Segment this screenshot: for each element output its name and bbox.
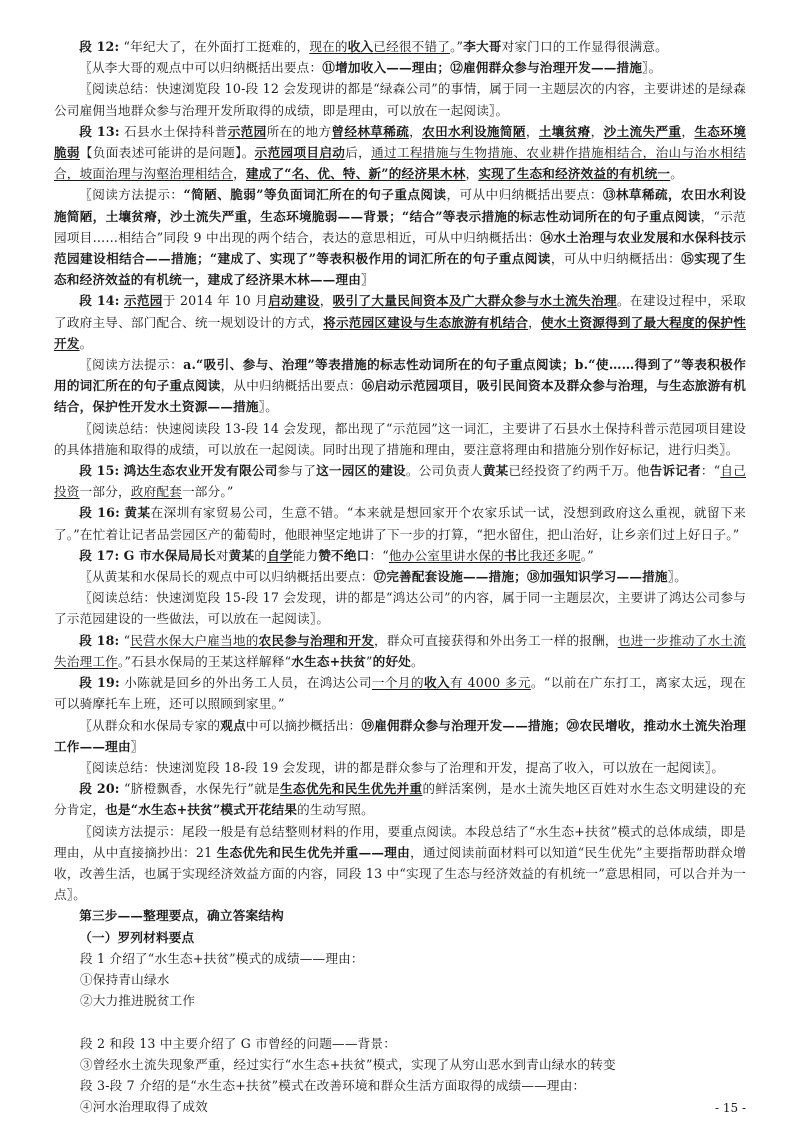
text-span: 〖阅读方法提示： [79, 187, 184, 203]
text-span: 段 15: [79, 463, 120, 479]
text-span: 这一园区的建设 [316, 463, 406, 479]
text-span: 比我还多呢 [516, 547, 581, 563]
text-span: 使水土资源得到了最大程度的保护性开发 [54, 314, 747, 351]
text-span: 示范园 [227, 123, 267, 139]
text-span: 段 16: [79, 505, 120, 521]
text-span: 在深圳有家贸易公司，生意不错。“本来就是想回家开个农家乐试一试，没想到政府这么重视，就留下来了。”在忙着让记者品尝园区产的葡萄时，他眼神坚定地讲了下一步的打算，“把水留住，把山治好，让乡亲们过上好日子。” [54, 505, 746, 542]
text-span: ， [590, 123, 604, 139]
text-span: ⑮实现了生态和经济效益的有机统一，建成了经济果木林——理由 [54, 251, 747, 288]
text-span: ⑲雇佣群众参与治理开发——措施；⑳农民增收，推动水土流失治理工作——理由 [54, 717, 747, 754]
text-span: 段 19: [79, 675, 120, 691]
summary-note [54, 566, 746, 587]
text-span: ” [366, 653, 373, 669]
text-span: 段 1 介绍了“水生态+扶贫”模式的成绩——理由： [80, 950, 364, 966]
page-number: - 15 - [714, 1101, 746, 1115]
method-tip [54, 184, 746, 290]
text-span: 一部分。” [181, 484, 234, 500]
text-span: ⑰完善配套设施——措施；⑱加强知识学习——措施 [373, 569, 668, 585]
text-span: ，“示范园项目……相结合”同段 9 中出现的两个结合，表达的意思相近，可从中归纳概括出： [54, 208, 746, 245]
para-15 [54, 460, 746, 502]
text-span: 段 3-段 7 介绍的是“水生态+扶贫”模式在改善环境和群众生活方面取得的成绩——理由： [80, 1077, 586, 1093]
text-span: 所在的地方 [266, 123, 332, 139]
text-span: 〖阅读总结：快速浏览段 18-段 19 会发现，讲的都是群众参与了治理和开发，提高了收入，可以放在一起阅读〗。 [79, 759, 725, 775]
text-span: 〗 [130, 738, 144, 754]
text-span: 收入 [347, 39, 374, 54]
para-18 [54, 630, 746, 672]
method-tip [54, 354, 746, 418]
reading-summary [54, 78, 746, 120]
text-span: 的鲜活案例，是水土流失地区百姓对水生态文明建设的充分肯定， [54, 781, 747, 818]
text-span: 段 18: [79, 632, 120, 648]
text-span: 段 12: [79, 39, 120, 54]
text-span: 。”石县水保局的王某这样解释“ [117, 653, 292, 669]
text-span: 政府配套 [130, 484, 182, 500]
text-span: 启动建设 [268, 293, 320, 309]
text-span: 后， [345, 145, 372, 161]
list-item [54, 1096, 772, 1117]
text-span: 已经投资了约两千万。他 [508, 463, 650, 479]
para-12 [54, 36, 746, 57]
text-span: 示范园 [123, 293, 163, 309]
text-span: “简陋、脆弱”等负面词汇所在的句子重点阅读 [183, 187, 447, 203]
text-span: 于 2014 年 10 月 [162, 293, 269, 309]
text-span: 沙土流失严重 [603, 123, 682, 139]
text-span: ⑭水土治理与农业发展和水保科技示范园建设相结合——措施；“建成了、实现了”等表积极作用的词汇所在的句子重点阅读 [54, 229, 746, 267]
text-span: 农田水利设施简陋 [422, 123, 526, 139]
reading-summary [54, 587, 746, 629]
text-span: “脐橙飘香，水保先行”就是 [119, 781, 281, 797]
text-span: 吸引了大量民间资本及广大群众参与水土流失治理 [332, 293, 617, 309]
text-span: ：“ [369, 547, 389, 563]
text-span: 【负面表述可能讲的是问题】。 [79, 145, 255, 161]
text-span: 收入 [423, 675, 451, 691]
para-17 [54, 545, 746, 566]
text-span: a.“吸引、参与、治理”等表措施的标志性动词所在的句子重点阅读；b.“使……得到了”等表积极作用的词汇所在的句子重点阅读 [54, 357, 746, 394]
text-span: 农民参与治理和开发 [258, 632, 375, 648]
text-span: 李大哥 [463, 39, 502, 54]
text-span: 一个月的 [371, 675, 424, 691]
text-span: ，可从中归纳概括出： [550, 251, 682, 267]
text-span: 〖阅读总结：快速浏览段 10-段 12 会发现讲的都是“绿森公司”的事情，属于同一主题层次的内容，主要讲述的是绿森公司雇佣当地群众参与治理开发所取得的成绩，即是理由，可以放在一起阅读〗。 [54, 81, 746, 118]
text-span: 〗。 [642, 60, 662, 76]
text-span: 建成了“名、优、特、新”的经济果木林 [245, 166, 466, 182]
text-span: ，通过阅读前面材料可以知道“民生优先”主要指帮助群众增收，改善生活，也属于实现经济效益方面的内容，同段 13 中“实现了生态与经济效益的有机统一”意思相同，可以合并为一点〗。 [54, 844, 746, 903]
text-span: ， [319, 293, 333, 309]
text-span: 有 4000 多元 [450, 675, 531, 691]
text-span: ④河水治理取得了成效 [80, 1099, 208, 1115]
text-span: 。在建设过程中，采取了政府主导、部门配合、统一规划设计的方式， [54, 293, 746, 330]
text-span: 一部分， [79, 484, 131, 500]
subheading [54, 927, 746, 948]
text-span: 书 [504, 547, 517, 563]
text-span: 第三步——整理要点，确立答案结构 [79, 908, 284, 924]
text-span: 民营水保大户雇当地的 [130, 632, 259, 648]
text-span: 也进一步推动了水土流失治理 [54, 632, 747, 669]
text-span: 的好处 [372, 653, 412, 669]
text-span: “ [119, 632, 131, 648]
text-span: ，群众可直接获得和外出务工一样的报酬， [374, 632, 618, 648]
text-span: 能力 [292, 547, 319, 563]
text-span: ， [528, 314, 541, 330]
text-span: G 市水保局局长 [123, 547, 216, 563]
para-14 [54, 290, 746, 354]
text-span: 已经很不错了 [373, 39, 451, 54]
para-13 [54, 121, 746, 185]
text-span: ⑪增加收入——理由；⑫雇佣群众参与治理开发——措施 [322, 60, 643, 76]
text-span: 告诉记者 [649, 463, 701, 479]
text-span: 段 14: [79, 293, 120, 309]
text-span: 中可以摘抄概括出： [245, 717, 362, 733]
text-span: 〖从黄某和水保局长的观点中可以归纳概括出要点： [79, 569, 374, 585]
para-16 [54, 502, 746, 544]
step-heading [54, 905, 746, 926]
text-span: （一）罗列材料要点 [79, 929, 195, 945]
text-span: 现在的 [309, 39, 348, 54]
text-span: 生态优先和民生优先并重——理由 [216, 844, 411, 860]
text-span: 小陈就是回乡的外出务工人员，在鸿达公司 [119, 675, 372, 691]
text-span: 他办公室里讲水保的 [388, 547, 505, 563]
text-span: ， [409, 123, 423, 139]
list-item [54, 969, 772, 990]
method-tip [54, 821, 746, 906]
text-span: 〗。 [258, 399, 278, 415]
text-span: 。 [411, 653, 424, 669]
text-span: 的 [254, 547, 268, 563]
list-heading [54, 948, 772, 969]
text-span: 实现了生态和经济效益的有机统一 [478, 166, 671, 182]
text-span: 段 2 和段 13 中主要介绍了 G 市曾经的问题——背景： [80, 1035, 396, 1051]
text-span: 。 [79, 335, 93, 351]
text-span: 赞不绝口 [318, 547, 370, 563]
text-span: 参与了 [277, 463, 317, 479]
text-span: 水生态+扶贫 [291, 653, 367, 669]
text-span: 观点 [220, 717, 246, 733]
text-span: 生态环境脆弱 [54, 123, 747, 161]
text-span: ①保持青山绿水 [80, 971, 170, 987]
para-19 [54, 672, 746, 714]
text-span: 鸿达生态农业开发有限公司 [123, 463, 278, 479]
text-span: 自学 [267, 547, 293, 563]
text-span: 石县水土保持科普 [119, 123, 228, 139]
list-item [54, 1054, 772, 1075]
text-span: 〖阅读方法提示： [79, 357, 184, 373]
text-span: ， [233, 166, 246, 182]
text-span: 示范园项目启动 [254, 145, 346, 161]
summary-note [54, 715, 746, 757]
text-span: ⑯启动示范园项目，吸引民间资本及群众参与治理，与生态旅游有机结合，保护性开发水土资源——措施 [54, 378, 747, 415]
text-span: 生态优先和民生优先并重 [280, 781, 423, 797]
text-span: 〖阅读总结：快速阅读段 13-段 14 会发现，都出现了“示范园”这一词汇，主要讲了石县水土保持科普示范园项目建设的具体措施和取得的成绩，可以放在一起阅读。同时出现了措施和理由，要注意将理由和措施分别作好标记，进行归类〗。 [54, 420, 746, 457]
list-item [54, 990, 772, 1011]
text-span: 〖阅读总结：快速浏览段 15-段 17 会发现，讲的都是“鸿达公司”的内容，属于同一主题层次，主要讲了鸿达公司参与了示范园建设的一些做法，可以放在一起阅读〗。 [54, 590, 746, 627]
list-heading [54, 1075, 772, 1096]
text-span: ，可从中归纳概括出要点： [446, 187, 603, 203]
text-span: 土壤贫瘠 [538, 123, 591, 139]
text-span: 黄某 [124, 505, 151, 521]
text-span: 自己投资 [54, 463, 747, 500]
text-span: 将示范园区建设与生态旅游有机结合 [323, 314, 529, 330]
text-span: 的生动写照。 [297, 802, 374, 818]
text-span: 对 [215, 547, 229, 563]
text-span: ③曾经水土流失现象严重，经过实行“水生态+扶贫”模式，实现了从穷山恶水到青山绿水的转变 [80, 1056, 616, 1072]
text-span: 〖从李大哥的观点中可以归纳概括出要点： [79, 60, 323, 76]
text-span: ，从中归纳概括出要点： [220, 378, 362, 394]
text-span: 。公司负责人 [405, 463, 483, 479]
text-span: 黄某 [482, 463, 509, 479]
text-span: 也是“水生态+扶贫”模式开花结果 [105, 802, 298, 818]
text-span: “年纪大了，在外面打工挺难的， [119, 39, 310, 54]
text-span: 段 17: [79, 547, 120, 563]
list-heading [54, 1033, 772, 1054]
text-span: ， [465, 166, 479, 182]
text-span: 〗。 [667, 569, 688, 585]
text-span: 〖从群众和水保局专家的 [79, 717, 221, 733]
text-span: 。” [580, 547, 594, 563]
text-span: 黄某 [228, 547, 255, 563]
text-span: 对家门口的工作显得很满意。 [501, 39, 668, 54]
reading-summary [54, 418, 746, 460]
text-span: ：“ [700, 463, 721, 479]
text-span: 曾经林草稀疏 [331, 123, 410, 139]
summary-note [54, 57, 746, 78]
text-span: ⑬林草稀疏，农田水利设施简陋，土壤贫瘠，沙土流失严重，生态环境脆弱——背景；“结合”等表示措施的标志性动词所在的句子重点阅读 [54, 187, 746, 224]
text-span: 。“以前在广东打工，离家太远，现在可以骑摩托车上班，还可以照顾到家里。” [54, 675, 746, 712]
text-span: 〗 [361, 272, 374, 288]
reading-summary [54, 757, 746, 778]
text-span: 〖阅读方法提示：尾段一般是有总结整则材料的作用，要重点阅读。本段总结了“水生态+扶贫”模式的总体成绩，即是理由，从中直接摘抄出：21 [54, 823, 746, 860]
text-span: 。 [670, 166, 684, 182]
text-span: 。” [450, 39, 464, 54]
text-span: 段 20: [79, 781, 120, 797]
para-20 [54, 778, 746, 820]
text-span: ②大力推进脱贫工作 [80, 993, 196, 1009]
text-span: ， [525, 123, 539, 139]
text-span: 段 13: [79, 123, 120, 139]
text-span: ， [681, 123, 695, 139]
text-span: 通过工程措施与生物措施、农业耕作措施相结合，治山与治水相结合，坡面治理与沟壑治理相结合 [54, 145, 747, 182]
text-span: 工作 [92, 653, 118, 669]
